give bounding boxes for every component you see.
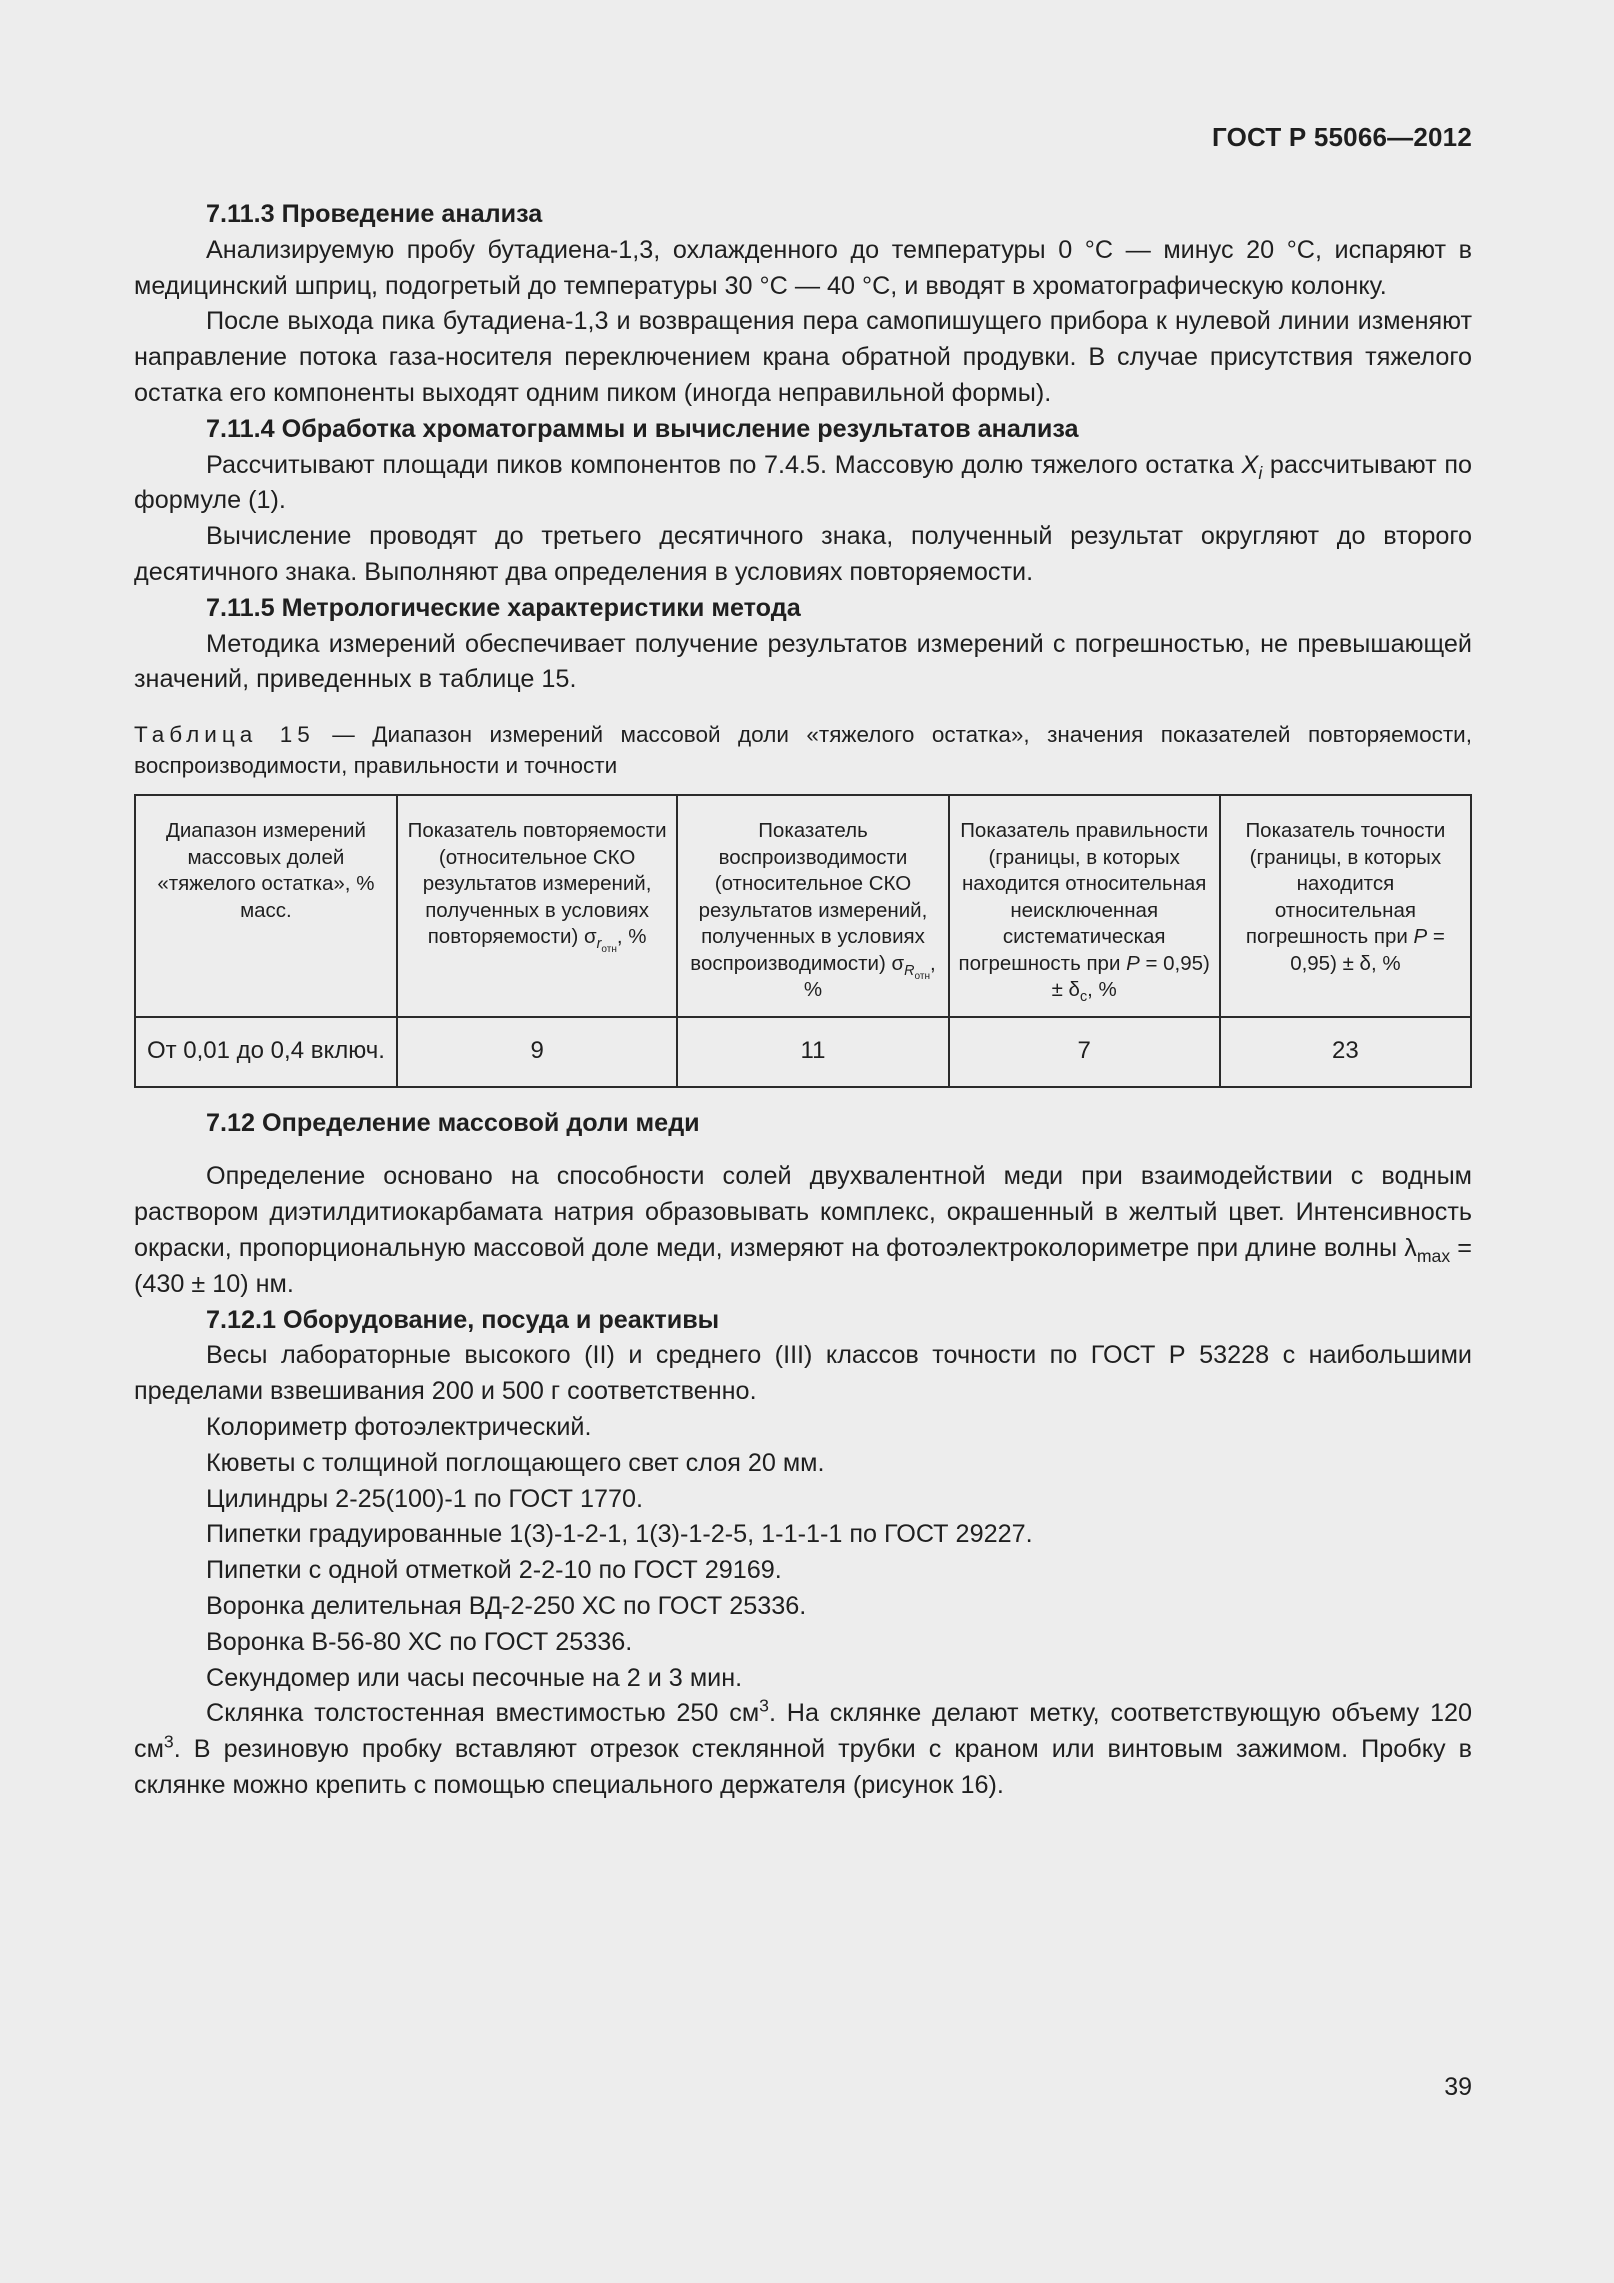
column-header-repeatability: Показатель повторяемости (относительное СКО результатов измерений, полученных в условиях повторяемости) $\sigma_{r_{отн}}$, % [397,795,678,1017]
section-7-11-4-paragraph-1: Рассчитывают площади пиков компонентов по 7.4.5. Массовую долю тяжелого остатка $X_i$ рассчитывают по формуле (1). [134,450,1472,515]
equipment-item: Пипетки с одной отметкой 2-2-10 по ГОСТ 29169. [206,1556,782,1585]
equipment-item: Воронка В-56-80 ХС по ГОСТ 25336. [206,1627,633,1656]
cell-accuracy: 23 [1220,1017,1471,1087]
section-7-11-3-paragraph-2: После выхода пика бутадиена-1,3 и возвращения пера самопишущего прибора к нулевой линии изменяют направление потока газа-носителя переключением крана обратной продувки. В случае присутствия тяжелого остатка его компоненты выходят одним пиком (иногда неправильной формы). [134,307,1472,407]
section-7-11-4-heading: 7.11.4 Обработка хроматограммы и вычисление результатов анализа [206,414,1079,443]
cell-range: От 0,01 до 0,4 включ. [135,1017,397,1087]
section-7-11-3-paragraph-1: Анализируемую пробу бутадиена-1,3, охлажденного до температуры 0 °С — минус 20 °С, испаряют в медицинский шприц, подогретый до температуры 30 °С — 40 °С, и вводят в хроматографическую колонку. [134,235,1472,300]
equipment-item: Пипетки градуированные 1(3)-1-2-1, 1(3)-1-2-5, 1-1-1-1 по ГОСТ 29227. [206,1520,1033,1549]
table-15-caption: Таблица 15 — Диапазон измерений массовой доли «тяжелого остатка», значения показателей повторяемости, воспроизводимости, правильности и точности [134,722,1473,778]
table-15 [134,794,1472,1088]
section-7-11-5-heading: 7.11.5 Метрологические характеристики метода [206,593,801,622]
page-number: 39 [1444,2073,1472,2101]
section-7-12-paragraph-1: Определение основано на способности солей двухвалентной меди при взаимодействии с водным раствором диэтилдитиокарбамата натрия образовывать комплекс, окрашенный в желтый цвет. Интенсивность окраски, пропорциональную массовой доле меди, измеряют на фотоэлектроколориметре при длине волны $\lambda_{max} = (430 \pm 10)$ нм. [134,1162,1472,1298]
equipment-item: Колориметр фотоэлектрический. [206,1413,592,1442]
page-content [134,197,1472,1804]
equipment-item: Цилиндры 2-25(100)-1 по ГОСТ 1770. [206,1484,644,1513]
section-7-12-1-heading: 7.12.1 Оборудование, посуда и реактивы [206,1305,720,1334]
cell-reproducibility: 11 [677,1017,948,1087]
equipment-item: Кюветы с толщиной поглощающего свет слоя 20 мм. [206,1448,825,1477]
cell-repeatability: 9 [397,1017,678,1087]
table-header-row [135,795,1471,1017]
equipment-item: Воронка делительная ВД-2-250 ХС по ГОСТ 25336. [206,1592,807,1621]
column-header-reproducibility: Показатель воспроизводимости (относительное СКО результатов измерений, полученных в условиях воспроизводимости) $\sigma_{R_{отн}}$, % [677,795,948,1017]
equipment-item: Секундомер или часы песочные на 2 и 3 мин. [206,1663,743,1692]
section-7-11-5-paragraph-1: Методика измерений обеспечивает получение результатов измерений с погрешностью, не превышающей значений, приведенных в таблице 15. [134,629,1472,694]
section-7-11-4-paragraph-2: Вычисление проводят до третьего десятичного знака, полученный результат округляют до второго десятичного знака. Выполняют два определения в условиях повторяемости. [134,522,1472,586]
column-header-range: Диапазон измерений массовых долей «тяжелого остатка», % масс. [135,795,397,1017]
section-7-12-1-last-paragraph: Склянка толстостенная вместимостью 250 $см^3$. На склянке делают метку, соответствующую объему 120 $см^3$. В резиновую пробку вставляют отрезок стеклянной трубки с краном или винтовым зажимом. Пробку в склянке можно крепить с помощью специального держателя (рисунок 16). [134,1696,1472,1799]
section-7-12-1-paragraph-1: Весы лабораторные высокого (II) и среднего (III) классов точности по ГОСТ Р 53228 с наибольшими пределами взвешивания 200 и 500 г соответственно. [134,1341,1472,1406]
document-standard-id: ГОСТ Р 55066—2012 [1212,122,1472,152]
section-7-11-3-heading: 7.11.3 Проведение анализа [206,200,543,228]
cell-correctness: 7 [949,1017,1220,1087]
table-row [135,1017,1471,1087]
section-7-12-heading: 7.12 Определение массовой доли меди [206,1108,700,1137]
column-header-correctness: Показатель правильности (границы, в которых находится относительная неисключенная систематическая погрешность при $P = 0,95) \pm \delta_c$, % [949,795,1220,1017]
column-header-accuracy: Показатель точности (границы, в которых находится относительная погрешность при P = 0,95) ± δ, % [1220,795,1471,1017]
